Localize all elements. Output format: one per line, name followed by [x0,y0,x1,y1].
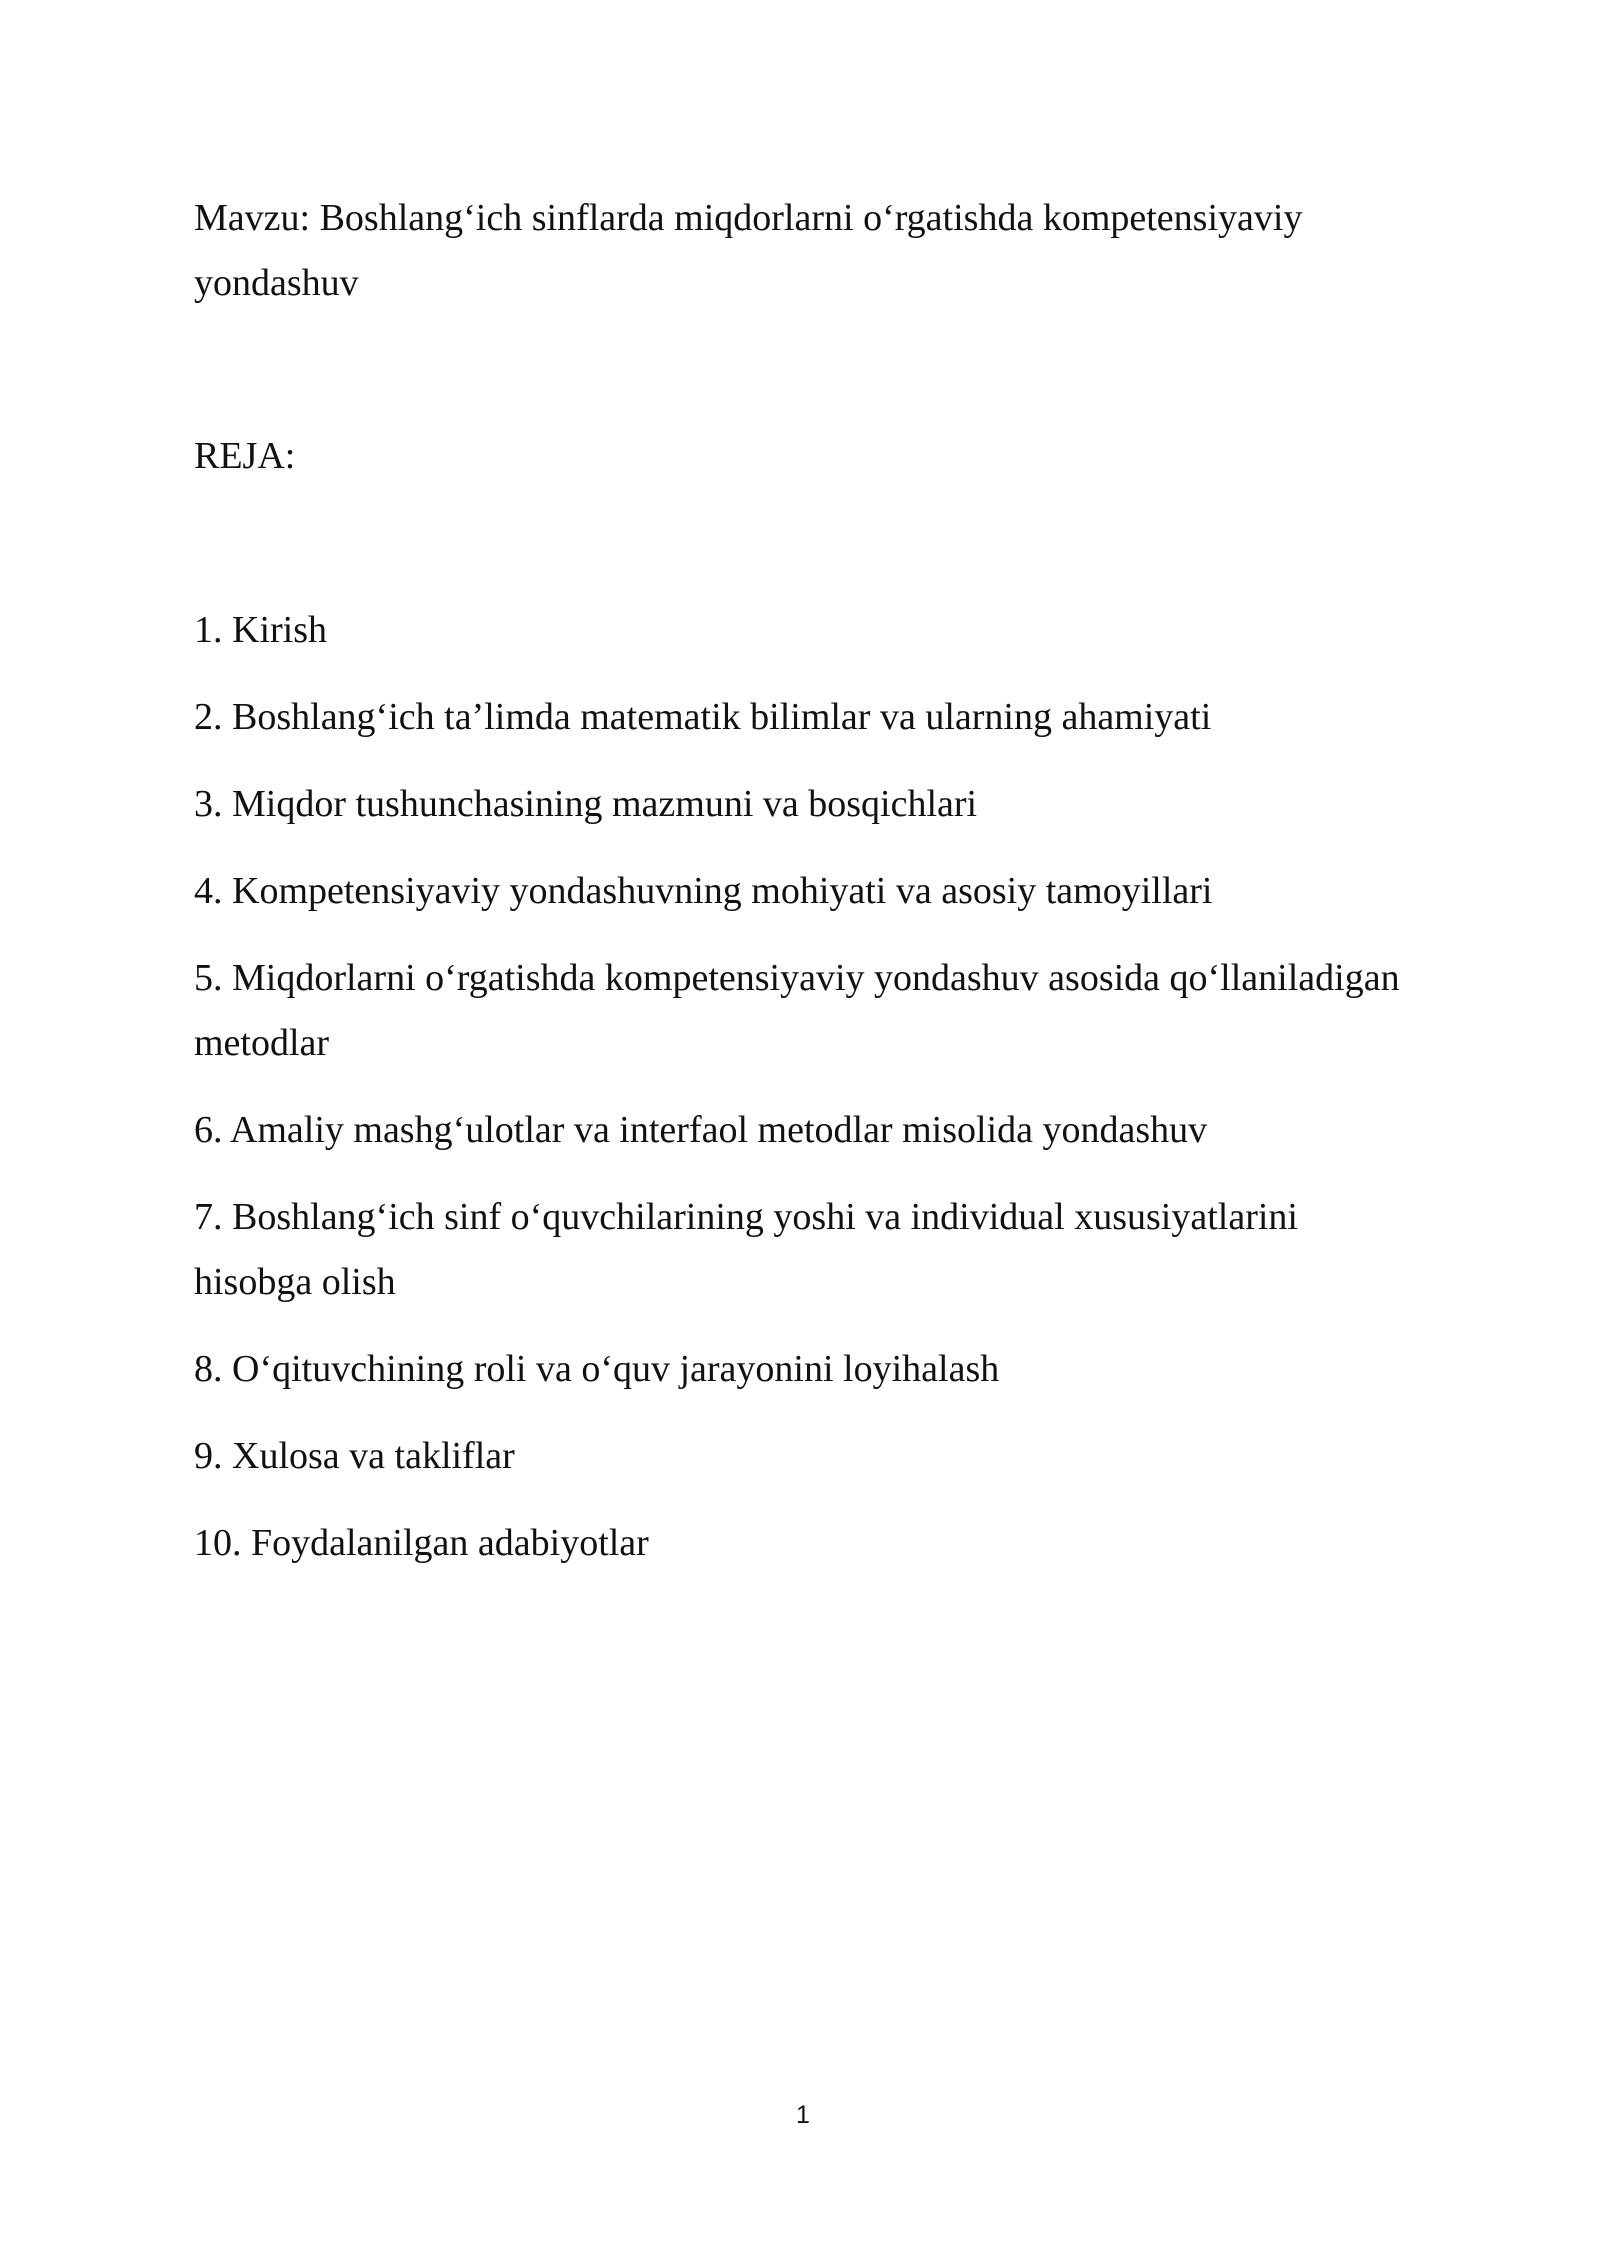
plan-item-practical-exercises: 6. Amaliy mashg‘ulotlar va interfaol metodlar misolida yondashuv [194,1109,1208,1151]
plan-item-mathematical-knowledge: 2. Boshlang‘ich ta’limda matematik bilimlar va ularning ahamiyati [194,696,1212,738]
plan-item-references: 10. Foydalanilgan adabiyotlar [194,1522,649,1564]
plan-item-student-characteristics: 7. Boshlang‘ich sinf o‘quvchilarining yoshi va individual xususiyatlarini hisobga olish [194,1196,1298,1303]
document-content [194,186,1424,1598]
plan-item-introduction: 1. Kirish [194,609,327,651]
plan-list [194,598,1424,1576]
document-title: Mavzu: Boshlang‘ich sinflarda miqdorlarni o‘rgatishda kompetensiyaviy yondashuv [194,197,1303,304]
plan-item-teacher-role: 8. O‘qituvchining roli va o‘quv jarayonini loyihalash [194,1348,1000,1390]
plan-item-conclusion: 9. Xulosa va takliflar [194,1435,515,1477]
plan-heading: REJA: [194,435,296,477]
plan-item-teaching-methods: 5. Miqdorlarni o‘rgatishda kompetensiyaviy yondashuv asosida qo‘llaniladigan metodlar [194,957,1400,1064]
plan-item-competency-approach: 4. Kompetensiyaviy yondashuvning mohiyati va asosiy tamoyillari [194,870,1213,912]
page-number: 1 [796,2101,810,2129]
plan-item-quantity-concept: 3. Miqdor tushunchasining mazmuni va bosqichlari [194,783,978,825]
